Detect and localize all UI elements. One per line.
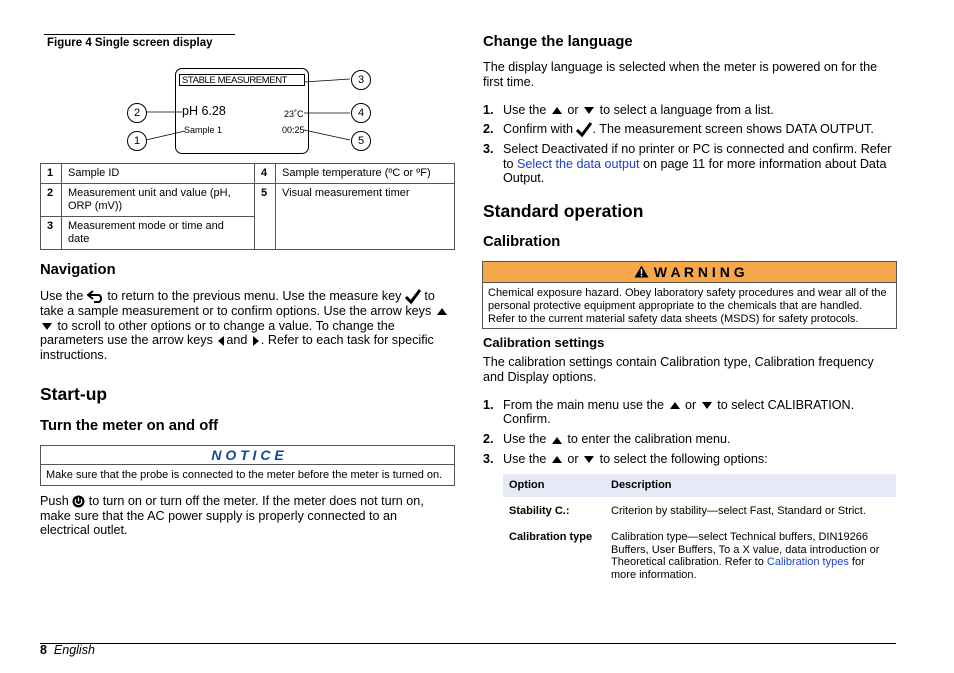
arrow-up-icon [552,456,562,463]
display-sample: Sample 1 [184,125,223,135]
arrow-up-icon [437,308,447,315]
table-row: 1 Sample ID 4 Sample temperature (ºC or ºF) [41,164,455,184]
list-item: 2. Confirm with . The measurement screen shows DATA OUTPUT. [483,122,874,137]
callout-3: 3 [351,70,371,90]
callout-lines [120,60,380,160]
arrow-right-icon [253,336,259,346]
list-item: 1. Use the or to select a language from a list. [483,103,774,117]
page-number: 8 [40,643,47,657]
arrow-left-icon [218,336,224,346]
calibration-heading: Calibration [483,234,561,250]
callout-4: 4 [351,103,371,123]
language-steps [483,103,893,185]
power-paragraph: Push to turn on or turn off the meter. If the meter does not turn on, make sure that the AC power supply is properly connected to an electrical outlet. [40,494,424,538]
list-item: 1. From the main menu use the or to select CALIBRATION. Confirm. [483,398,855,427]
arrow-down-icon [42,323,52,330]
arrow-up-icon [552,107,562,114]
arrow-down-icon [702,402,712,409]
list-item: 3. Select Deactivated if no printer or PC is connected and confirm. Refer to Select the data output on page 11 for more information about Data Output. [483,142,892,185]
table-row: 2 Measurement unit and value (pH, ORP (mV)) 5 Visual measurement timer [41,184,455,217]
display-temp: 23˚C [284,109,304,119]
footer-language: English [53,643,95,657]
select-data-output-link[interactable]: Select the data output [517,156,640,171]
display-timer: 00:25 [282,125,305,135]
checkmark-icon [405,289,421,304]
list-item: 3. Use the or to select the following options: [483,451,768,466]
table-row: Stability C.: Criterion by stability—select Fast, Standard or Strict. [509,504,866,517]
figure-legend-table [40,163,455,250]
figure-caption-rule [44,34,235,35]
notice-title: N O T I C E [211,447,284,463]
notice-title-bar [41,446,454,465]
arrow-up-icon [670,402,680,409]
calibration-types-link[interactable]: Calibration types [766,556,849,569]
warning-title: W A R N I N G [653,264,745,280]
turn-on-off-heading: Turn the meter on and off [40,418,219,434]
standard-operation-heading: Standard operation [483,201,644,221]
calibration-options-table [503,474,896,587]
language-intro: The display language is selected when the meter is powered on for the first time. [483,60,878,89]
callout-5: 5 [351,131,371,151]
navigation-paragraph: Use the to return to the previous menu. Use the measure key to take a sample measurement or to confirm options. Use the arrow keys to scroll to other options or to change a value. To change the parameters use the arrow keys and . Refer to each task for specific instructions. [40,289,450,363]
notice-text: Make sure that the probe is connected to the meter before the meter is turned on. [46,469,443,481]
display-value: pH 6.28 [182,104,226,118]
change-language-heading: Change the language [483,34,633,50]
display-status-bar: STABLE MEASUREMENT [179,74,305,86]
back-arrow-icon [87,290,104,303]
footer [40,643,95,657]
startup-heading: Start-up [40,384,108,404]
calibration-steps [483,398,893,466]
footer-rule [40,643,896,644]
navigation-heading: Navigation [40,262,116,278]
checkmark-icon [576,122,592,137]
power-icon [72,495,85,508]
list-item: 2. Use the to enter the calibration menu. [483,432,731,447]
arrow-down-icon [584,107,594,114]
callout-2: 2 [127,103,147,123]
table-row: Calibration type Calibration type—select Technical buffers, DIN19266 Buffers, User Buffers, To a X value, data introduction or Theoretical calibration. Refer to Calibration types for more information. [509,531,880,581]
table-header-row: Option Description [503,474,896,497]
calibration-settings-intro: The calibration settings contain Calibration type, Calibration frequency and Display options. [483,355,874,384]
warning-text: Chemical exposure hazard. Obey laboratory safety procedures and wear all of the personal protective equipment appropriate to the chemicals that are handled. Refer to the current material safety data sheets (MSDS) for safety protocols. [488,287,887,325]
callout-1: 1 [127,131,147,151]
figure-caption: Figure 4 Single screen display [47,37,213,49]
warning-triangle-icon [634,265,649,278]
notice-box [40,445,455,486]
warning-title-bar [483,262,896,283]
table-row: 3 Measurement mode or time and date [41,217,455,250]
warning-box [482,261,897,329]
arrow-up-icon [552,437,562,444]
arrow-down-icon [584,456,594,463]
calibration-settings-heading: Calibration settings [483,335,605,350]
